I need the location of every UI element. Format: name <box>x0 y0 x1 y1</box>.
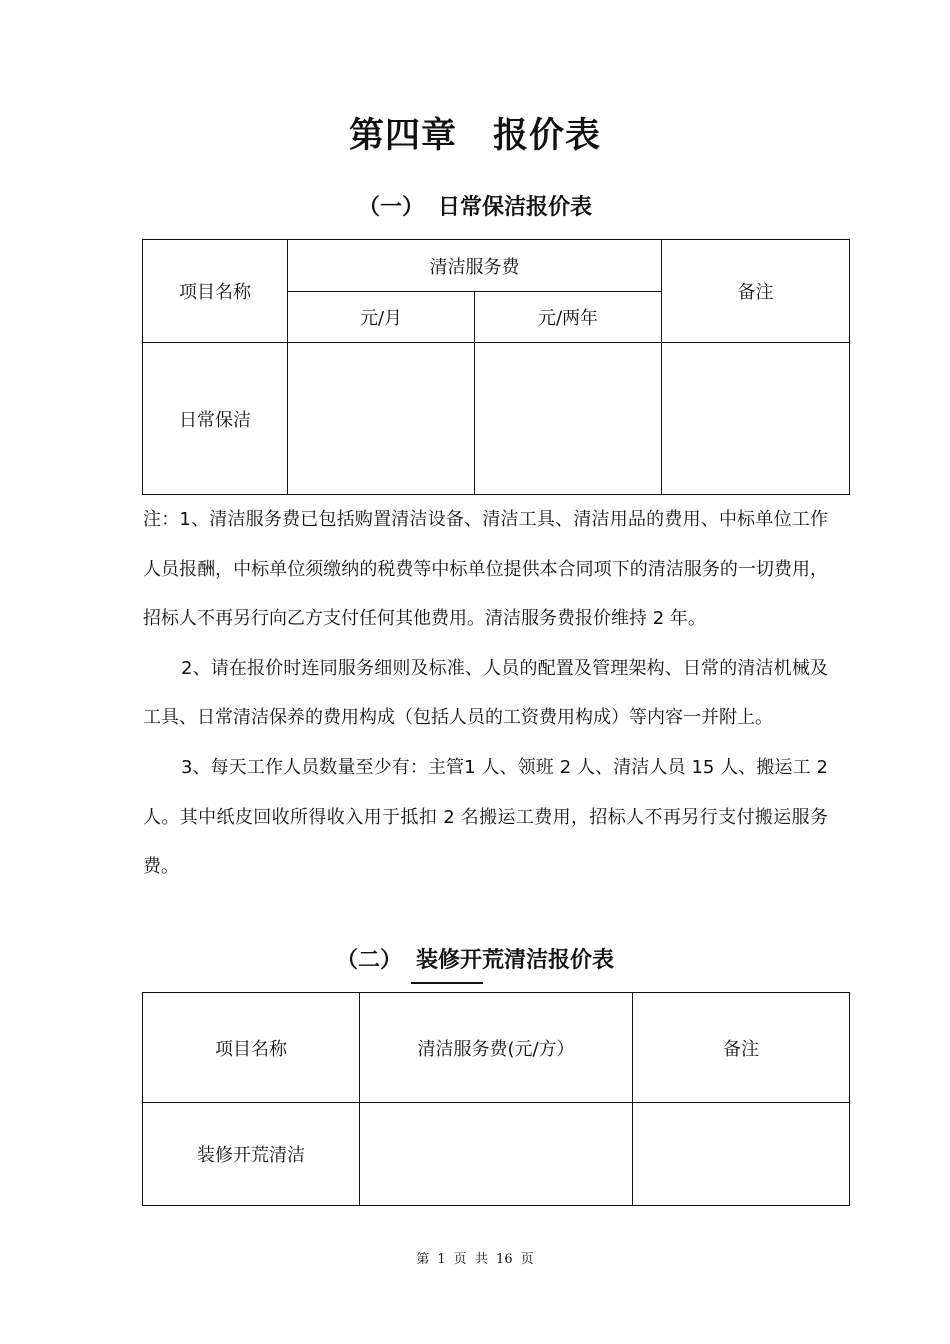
cell-fee <box>360 1103 633 1206</box>
header-cleaning-fee-per-sqm: 清洁服务费(元/方） <box>360 993 633 1103</box>
section1-heading <box>0 190 950 221</box>
chapter-title: 第四章 报价表 <box>348 116 601 156</box>
section1-number: （一） <box>357 195 424 220</box>
notes-block <box>143 495 828 892</box>
header-remarks: 备注 <box>633 993 850 1103</box>
row-item-renovation-cleaning: 装修开荒清洁 <box>143 1103 360 1206</box>
section2-number: （二） <box>335 948 402 973</box>
daily-cleaning-quote-table <box>142 239 850 495</box>
page-footer: 第 1 页 共 16 页 <box>416 1252 534 1267</box>
title-underline <box>411 982 483 984</box>
cell-remarks <box>662 343 850 495</box>
header-item-name: 项目名称 <box>143 993 360 1103</box>
cell-fee-per-month <box>288 343 475 495</box>
note-3: 3、每天工作人员数量至少有：主管1 人、领班 2 人、清洁人员 15 人、搬运工 2 人。其中纸皮回收所得收入用于抵扣 2 名搬运工费用，招标人不再另行支付搬运服务费。 <box>143 756 828 878</box>
renovation-cleaning-quote-table <box>142 992 850 1206</box>
note-2: 2、请在报价时连同服务细则及标准、人员的配置及管理架构、日常的清洁机械及工具、日常清洁保养的费用构成（包括人员的工资费用构成）等内容一并附上。 <box>143 657 828 729</box>
header-item-name: 项目名称 <box>143 240 288 343</box>
header-fee-two-years: 元/两年 <box>475 292 662 343</box>
section2-heading <box>0 943 950 974</box>
header-remarks: 备注 <box>662 240 850 343</box>
note-1: 注：1、清洁服务费已包括购置清洁设备、清洁工具、清洁用品的费用、中标单位工作人员报酬，中标单位须缴纳的税费等中标单位提供本合同项下的清洁服务的一切费用，招标人不再另行向乙方支付任何其他费用。清洁服务费报价维持 2 年。 <box>143 509 828 630</box>
row-item-daily-cleaning: 日常保洁 <box>143 343 288 495</box>
header-cleaning-fee: 清洁服务费 <box>288 240 662 292</box>
header-fee-per-month: 元/月 <box>288 292 475 343</box>
cell-remarks <box>633 1103 850 1206</box>
section1-title: 日常保洁报价表 <box>438 195 593 220</box>
section2-title: 装修开荒清洁报价表 <box>416 948 615 973</box>
cell-fee-two-years <box>475 343 662 495</box>
